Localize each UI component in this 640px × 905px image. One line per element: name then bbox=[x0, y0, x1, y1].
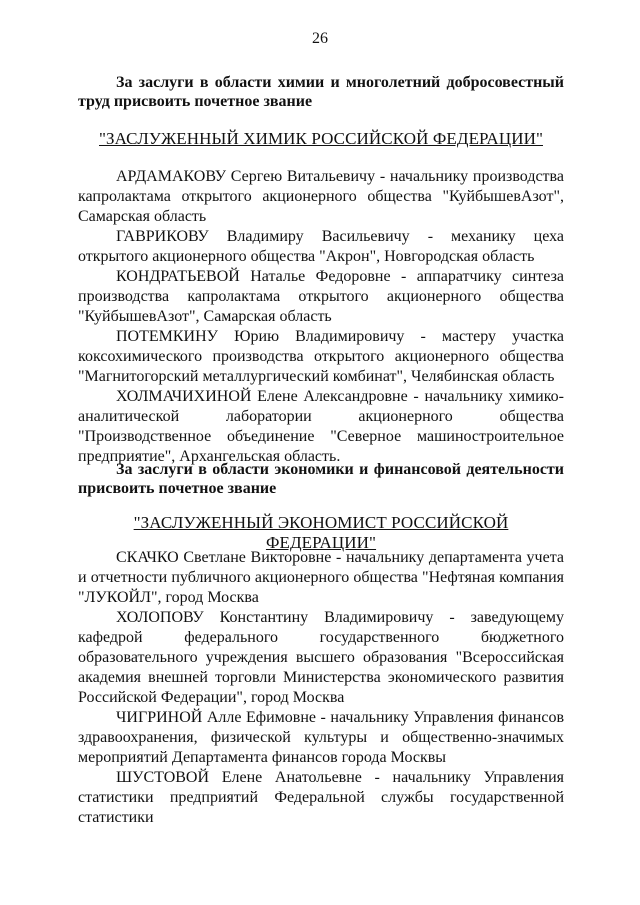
section-heading-chemistry: За заслуги в области химии и многолетний добросовестный труд присвоить почетное звание bbox=[78, 74, 564, 110]
award-entry: СКАЧКО Светлане Викторовне - начальнику департамента учета и отчетности публичного акционерного общества "Нефтяная компания "ЛУКОЙЛ", город Москва bbox=[78, 549, 564, 606]
award-list-chemistry bbox=[78, 167, 564, 467]
award-entry: ХОЛОПОВУ Константину Владимировичу - заведующему кафедрой федерального государственного бюджетного образовательного учреждения высшего образования "Всероссийская академия внешней торговли Министерства экономического развития Российской Федерации", город Москва bbox=[78, 609, 564, 706]
award-entry: АРДАМАКОВУ Сергею Витальевичу - начальнику производства капролактама открытого акционерного общества "КуйбышевАзот", Самарская область bbox=[78, 168, 564, 225]
award-list-economics bbox=[78, 548, 564, 828]
award-entry: КОНДРАТЬЕВОЙ Наталье Федоровне - аппаратчику синтеза производства капролактама открытого акционерного общества "КуйбышевАзот", Самарская область bbox=[78, 268, 564, 325]
award-entry: ПОТЕМКИНУ Юрию Владимировичу - мастеру участка коксохимического производства открытого акционерного общества "Магнитогорский металлургический комбинат", Челябинская область bbox=[78, 328, 564, 385]
award-entry: ЧИГРИНОЙ Алле Ефимовне - начальнику Управления финансов здравоохранения, физической культуры и общественно-значимых мероприятий Департамента финансов города Москвы bbox=[78, 709, 564, 766]
award-entry: ГАВРИКОВУ Владимиру Васильевичу - механику цеха открытого акционерного общества "Акрон", Новгородская область bbox=[78, 228, 564, 265]
page-number: 26 bbox=[312, 30, 328, 47]
award-entry: ХОЛМАЧИХИНОЙ Елене Александровне - начальнику химико-аналитической лаборатории акционерного общества "Производственное объединение "Северное машиностроительное предприятие", Архангельская область. bbox=[78, 388, 564, 465]
title-honored-chemist: "ЗАСЛУЖЕННЫЙ ХИМИК РОССИЙСКОЙ ФЕДЕРАЦИИ" bbox=[99, 129, 543, 148]
award-entry: ШУСТОВОЙ Елене Анатольевне - начальнику Управления статистики предприятий Федеральной службы государственной статистики bbox=[78, 769, 564, 826]
title-honored-economist: "ЗАСЛУЖЕННЫЙ ЭКОНОМИСТ РОССИЙСКОЙ ФЕДЕРАЦИИ" bbox=[133, 513, 509, 552]
section-heading-economics: За заслуги в области экономики и финансовой деятельности присвоить почетное звание bbox=[78, 461, 564, 497]
